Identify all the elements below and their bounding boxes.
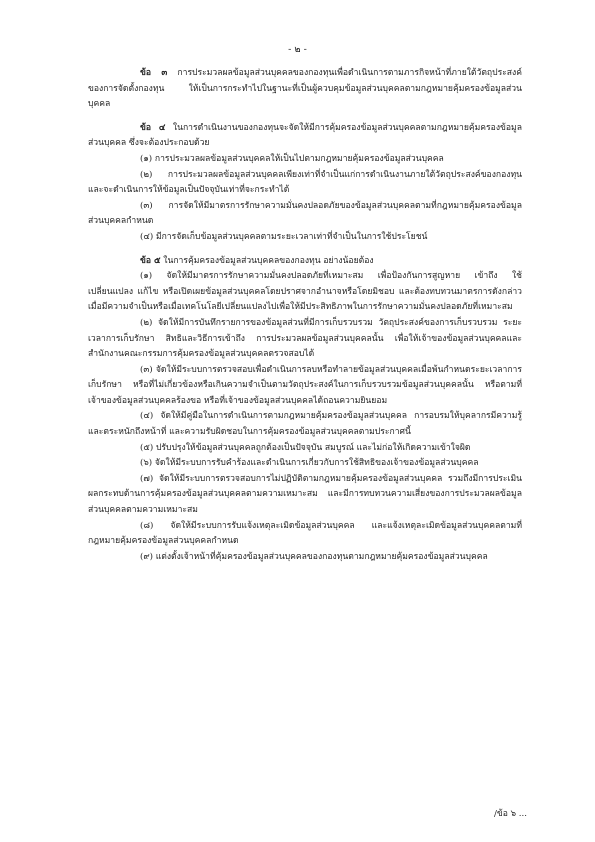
section-4-label: ข้อ ๔ xyxy=(140,122,166,133)
section-4-paragraph xyxy=(88,121,522,152)
section-5-item-3: (๓) จัดให้มีระบบการตรวจสอบเพื่อดำเนินการลบหรือทำลายข้อมูลส่วนบุคคลเมื่อพ้นกำหนดระยะเวลาการเก็บรักษา หรือที่ไม่เกี่ยวข้องหรือเกินความจำเป็นตามวัตถุประสงค์ในการเก็บรวบรวมข้อมูลส่วนบุคคลนั้น หรือตามที่เจ้าของข้อมูลส่วนบุคคลร้องขอ หรือที่เจ้าของข้อมูลส่วนบุคคลได้ถอนความยินยอม xyxy=(88,364,522,406)
section-5-paragraph xyxy=(88,254,522,270)
section-4-item-2: (๒) การประมวลผลข้อมูลส่วนบุคคลเพียงเท่าที่จำเป็นแก่การดำเนินงานภายใต้วัตถุประสงค์ของกองทุน และจะดำเนินการให้ข้อมูลเป็นปัจจุบันเท่าที่จะกระทำได้ xyxy=(88,169,522,196)
section-4-item-3: (๓) การจัดให้มีมาตรการรักษาความมั่นคงปลอดภัยของข้อมูลส่วนบุคคลตามที่กฎหมายคุ้มครองข้อมูลส่วนบุคคลกำหนด xyxy=(88,200,522,227)
page-number: - ๒ - xyxy=(288,44,307,55)
section-5-item-2: (๒) จัดให้มีการบันทึกรายการของข้อมูลส่วนที่มีการเก็บรวบรวม วัตถุประสงค์ของการเก็บรวบรวม ระยะเวลาการเก็บรักษา สิทธิและวิธีการเข้าถึง การประมวลผลข้อมูลส่วนบุคคลนั้น เพื่อให้เจ้าของข้อมูลส่วนบุคคลและสำนักงานคณะกรรมการคุ้มครองข้อมูลส่วนบุคคลตรวจสอบได้ xyxy=(88,317,522,360)
section-5-text: ในการคุ้มครองข้อมูลส่วนบุคคลของกองทุน อย่างน้อยต้อง xyxy=(160,255,374,266)
section-3-text: การประมวลผลข้อมูลส่วนบุคคลของกองทุนเพื่อดำเนินการตามภารกิจหน้าที่ภายใต้วัตถุประสงค์ของการจัดตั้งกองทุน ให้เป็นการกระทำไปในฐานะที่เป็นผู้ควบคุมข้อมูลส่วนบุคคลตามกฎหมายคุ้มครองข้อมูลส่วนบุคคล xyxy=(88,68,523,110)
continuation-mark: /ข้อ ๖ ... xyxy=(493,809,527,819)
section-5-item-7: (๗) จัดให้มีระบบการตรวจสอบการไม่ปฏิบัติตามกฎหมายคุ้มครองข้อมูลส่วนบุคคล รวมถึงมีการประเมินผลกระทบด้านการคุ้มครองข้อมูลส่วนบุคคลตามความเหมาะสม และมีการทบทวนความเสี่ยงของการประมวลผลข้อมูลส่วนบุคคลตามความเหมาะสม xyxy=(88,473,522,516)
document-body xyxy=(88,66,522,565)
section-5-item-9: (๙) แต่งตั้งเจ้าหน้าที่คุ้มครองข้อมูลส่วนบุคคลของกองทุนตามกฎหมายคุ้มครองข้อมูลส่วนบุคคล xyxy=(140,551,488,562)
section-4-item-1: (๑) การประมวลผลข้อมูลส่วนบุคคลให้เป็นไปตามกฎหมายคุ้มครองข้อมูลส่วนบุคคล xyxy=(140,153,444,164)
section-3-label: ข้อ ๓ xyxy=(140,68,168,78)
section-4-item-4: (๔) มีการจัดเก็บข้อมูลส่วนบุคคลตามระยะเวลาเท่าที่จำเป็นในการใช้ประโยชน์ xyxy=(140,231,428,242)
section-4-text: ในการดำเนินงานของกองทุนจะจัดให้มีการคุ้มครองข้อมูลส่วนบุคคลตามกฎหมายคุ้มครองข้อมูลส่วนบุคคล ซึ่งจะต้องประกอบด้วย xyxy=(88,122,522,149)
section-5-item-6: (๖) จัดให้มีระบบการรับคำร้องและดำเนินการเกี่ยวกับการใช้สิทธิของเจ้าของข้อมูลส่วนบุคคล xyxy=(140,458,479,469)
section-5-item-4: (๔) จัดให้มีคู่มือในการดำเนินการตามกฎหมายคุ้มครองข้อมูลส่วนบุคคล การอบรมให้บุคลากรมีความรู้และตระหนักถึงหน้าที่ และความรับผิดชอบในการคุ้มครองข้อมูลส่วนบุคคลตามประกาศนี้ xyxy=(88,411,522,438)
section-5-item-5: (๕) ปรับปรุงให้ข้อมูลส่วนบุคคลถูกต้องเป็นปัจจุบัน สมบูรณ์ และไม่ก่อให้เกิดความเข้าใจผิด xyxy=(140,442,471,453)
section-5-item-1: (๑) จัดให้มีมาตรการรักษาความมั่นคงปลอดภัยที่เหมาะสม เพื่อป้องกันการสูญหาย เข้าถึง ใช้ เปลี่ยนแปลง แก้ไข หรือเปิดเผยข้อมูลส่วนบุคคลโดยปราศจากอำนาจหรือโดยมิชอบ และต้องทบทวนมาตรการดังกล่าวเมื่อมีความจำเป็นหรือเมื่อเทคโนโลยีเปลี่ยนแปลงไปเพื่อให้มีประสิทธิภาพในการรักษาความมั่นคงปลอดภัยที่เหมาะสม xyxy=(88,271,522,313)
section-5-label: ข้อ ๕ xyxy=(140,255,161,266)
section-3-paragraph xyxy=(88,66,522,113)
section-5-item-8: (๘) จัดให้มีระบบการรับแจ้งเหตุละเมิดข้อมูลส่วนบุคคล และแจ้งเหตุละเมิดข้อมูลส่วนบุคคลตามที่กฎหมายคุ้มครองข้อมูลส่วนบุคคลกำหนด xyxy=(88,520,522,547)
